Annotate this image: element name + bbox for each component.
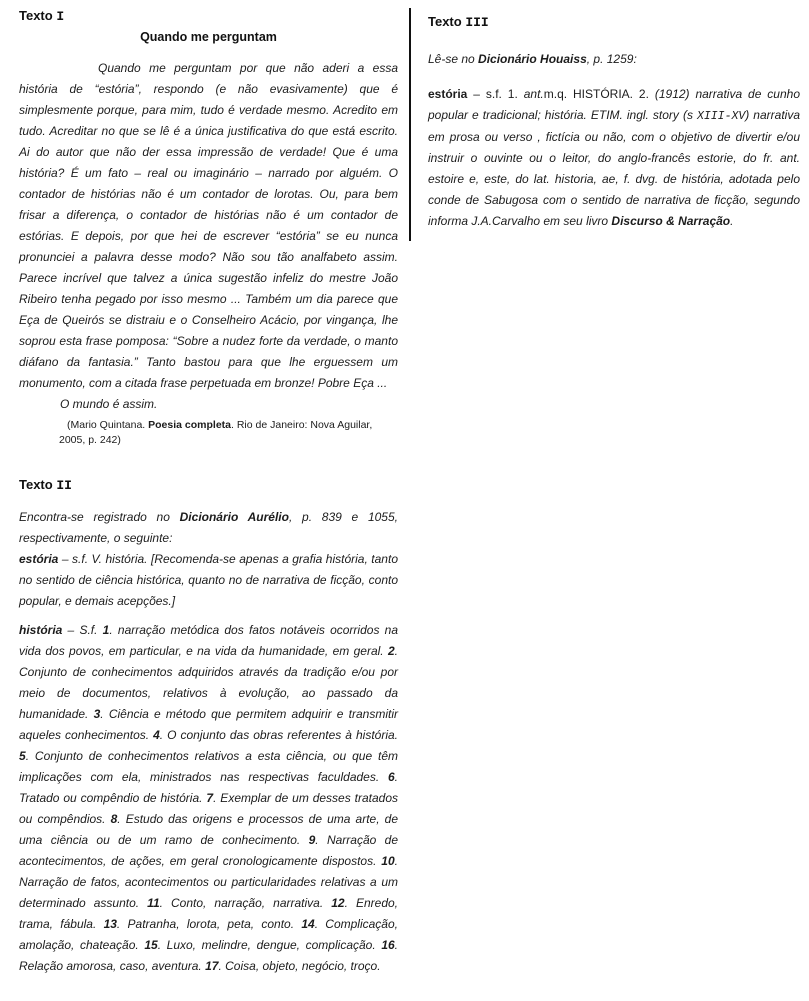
text-segment: . Ciência e método que permitem adquirir e transmitir aqueles conhecimentos. xyxy=(19,707,398,742)
text-segment: ) narrativa em prosa ou verso , fictícia ou não, com o objetivo de divertir e/ou instruir o ouvinte ou o leitor, do anglo-francês estorie, do fr. ant. estoire e, este, do lat. historia, ae, f. dvg. de história, adotada pelo conde de Sabugosa com o sentido de narrativa de ficção, segundo informa J.A.Carvalho em seu livro xyxy=(428,108,800,228)
text-segment: 11 xyxy=(147,896,160,910)
text-segment: estória xyxy=(19,552,59,566)
texto1-paragraph: Quando me perguntam por que não aderi a essa história de “estória”, respondo (e não evasivamente) que é simplesmente porque, para mim, tudo é verdade mesmo. Acredito em tudo. Acreditar no que se lê é a única justificativa do que está escrito. Ai do autor que não der essa impressão de verdade! Que é uma história? É um fato – real ou imaginário – narrado por alguém. O contador de histórias não é um contador de lorotas. Ou, para bem frisar a diferença, o contador de histórias não é um contador de estórias. E depois, por que hei de escrever “estória” se eu nunca pronunciei a palavra desse modo? Não sou tão analfabeto assim. Parece incrível que talvez a única sugestão infeliz do mestre João Ribeiro tenha pegado por isso mesmo ... Também um dia parece que Eça de Queirós se distraiu e o Conselheiro Acácio, por vingança, lhe soprou esta frase pomposa: “Sobre a nudez forte da verdade, o manto diáfano da fantasia.” Tanto bastou para que lhe erguessem um monumento, com a citada frase perpetuada em bronze! Pobre Eça ... xyxy=(19,61,398,390)
text-segment: . Conjunto de conhecimentos relativos a esta ciência, ou que têm implicações com ela, ministrados nas respectivas faculdades. xyxy=(19,749,398,784)
text-segment: Lê-se no xyxy=(428,52,479,66)
texto2-header xyxy=(19,477,398,494)
text-segment: . Relação amorosa, caso, aventura. xyxy=(19,938,399,973)
text-segment: XIII-XV xyxy=(696,110,746,123)
text-segment: 9 xyxy=(308,833,316,847)
text-segment: estória xyxy=(428,87,468,101)
texto3-intro xyxy=(428,49,800,70)
text-segment: . Estudo das origens e processos de uma arte, de uma ciência ou de um ramo de conhecimento. xyxy=(19,812,398,847)
text-segment: . Narração de fatos, acontecimentos ou particularidades relativas a um determinado assunto. xyxy=(19,854,398,910)
text-segment: . Exemplar de um desses tratados ou compêndios. xyxy=(19,791,398,826)
text-segment: II xyxy=(56,478,72,493)
text-segment: Dicionário Aurélio xyxy=(179,510,289,524)
text-segment: m.q. HISTÓRIA. 2. xyxy=(543,87,655,101)
text-segment: . Luxo, melindre, dengue, complicação. xyxy=(157,938,382,952)
texto1-citation xyxy=(59,418,398,448)
texto3-estoria-entry xyxy=(428,84,800,232)
text-segment: 12 xyxy=(331,896,345,910)
text-segment: . narração metódica dos fatos notáveis ocorridos na vida dos povos, em particular, e na vida da humanidade, em geral. xyxy=(19,623,399,658)
texto3-header xyxy=(428,14,800,31)
text-segment: ant. xyxy=(523,87,544,101)
text-segment: 8 xyxy=(110,812,118,826)
left-column xyxy=(19,8,398,977)
text-segment: (1912) narrativa de cunho popular e tradicional; história. ETIM. ingl. story (s xyxy=(428,87,801,122)
text-segment: 10 xyxy=(381,854,395,868)
texto2-estoria-entry xyxy=(19,549,398,612)
text-segment: , p. 839 e 1055, respectivamente, o seguinte: xyxy=(19,510,398,545)
text-segment: . xyxy=(730,214,734,228)
text-segment: . Tratado ou compêndio de história. xyxy=(19,770,398,805)
texto2-intro xyxy=(19,507,398,549)
text-segment: 3 xyxy=(93,707,101,721)
right-column xyxy=(428,14,800,232)
texto1-header xyxy=(19,8,398,25)
text-segment: 2 xyxy=(387,644,395,658)
text-segment: 14 xyxy=(301,917,315,931)
text-segment: 4 xyxy=(153,728,160,742)
text-segment: – s.f. V. história. [Recomenda-se apenas a grafia história, tanto no sentido de ciência histórica, quanto no de narrativa de ficção, conto popular, e demais acepções.] xyxy=(19,552,398,608)
text-segment: 16 xyxy=(381,938,395,952)
text-segment: . Narração de acontecimentos, de ações, em geral cronologicamente dispostos. xyxy=(19,833,399,868)
text-segment: 5 xyxy=(19,749,26,763)
text-segment: história xyxy=(19,623,63,637)
text-segment: Texto xyxy=(19,8,57,23)
text-segment: 13 xyxy=(103,917,117,931)
text-segment: Poesia completa xyxy=(148,419,231,431)
text-segment: . Complicação, amolação, chateação. xyxy=(19,917,398,952)
text-segment: 7 xyxy=(206,791,214,805)
texto1-closing-line: O mundo é assim. xyxy=(60,397,158,411)
text-segment: Encontra-se registrado no xyxy=(19,510,180,524)
text-segment: (Mario Quintana. xyxy=(67,419,149,431)
text-segment: Texto xyxy=(428,14,466,29)
text-segment: III xyxy=(465,15,489,30)
text-segment: I xyxy=(56,9,65,24)
text-segment: Texto xyxy=(19,477,57,492)
text-segment: 1 xyxy=(102,623,110,637)
text-segment: . Patranha, lorota, peta, conto. xyxy=(116,917,302,931)
text-segment: 15 xyxy=(144,938,158,952)
text-segment: – s.f. 1. xyxy=(467,87,524,101)
text-segment: . Enredo, trama, fábula. xyxy=(19,896,399,931)
text-segment: . Conto, narração, narrativa. xyxy=(159,896,332,910)
text-segment: . Rio de Janeiro: Nova Aguilar, 2005, p. 242) xyxy=(59,419,373,446)
texto2-historia-entry xyxy=(19,620,398,977)
column-divider xyxy=(409,8,411,241)
text-segment: , p. 1259: xyxy=(586,52,637,66)
text-segment: – S.f. xyxy=(62,623,103,637)
text-segment: . O conjunto das obras referentes à história. xyxy=(159,728,398,742)
text-segment: . Conjunto de conhecimentos adquiridos através da tradição e/ou por meio de documentos, relativos à evolução, ao passado da humanidade. xyxy=(19,644,398,721)
text-segment: . Coisa, objeto, negócio, troço. xyxy=(218,959,381,973)
texto1-title: Quando me perguntam xyxy=(140,30,277,44)
text-segment: Discurso & Narração xyxy=(611,214,731,228)
text-segment: Dicionário Houaiss xyxy=(478,52,587,66)
text-segment: 6 xyxy=(387,770,395,784)
text-segment: 17 xyxy=(205,959,219,973)
